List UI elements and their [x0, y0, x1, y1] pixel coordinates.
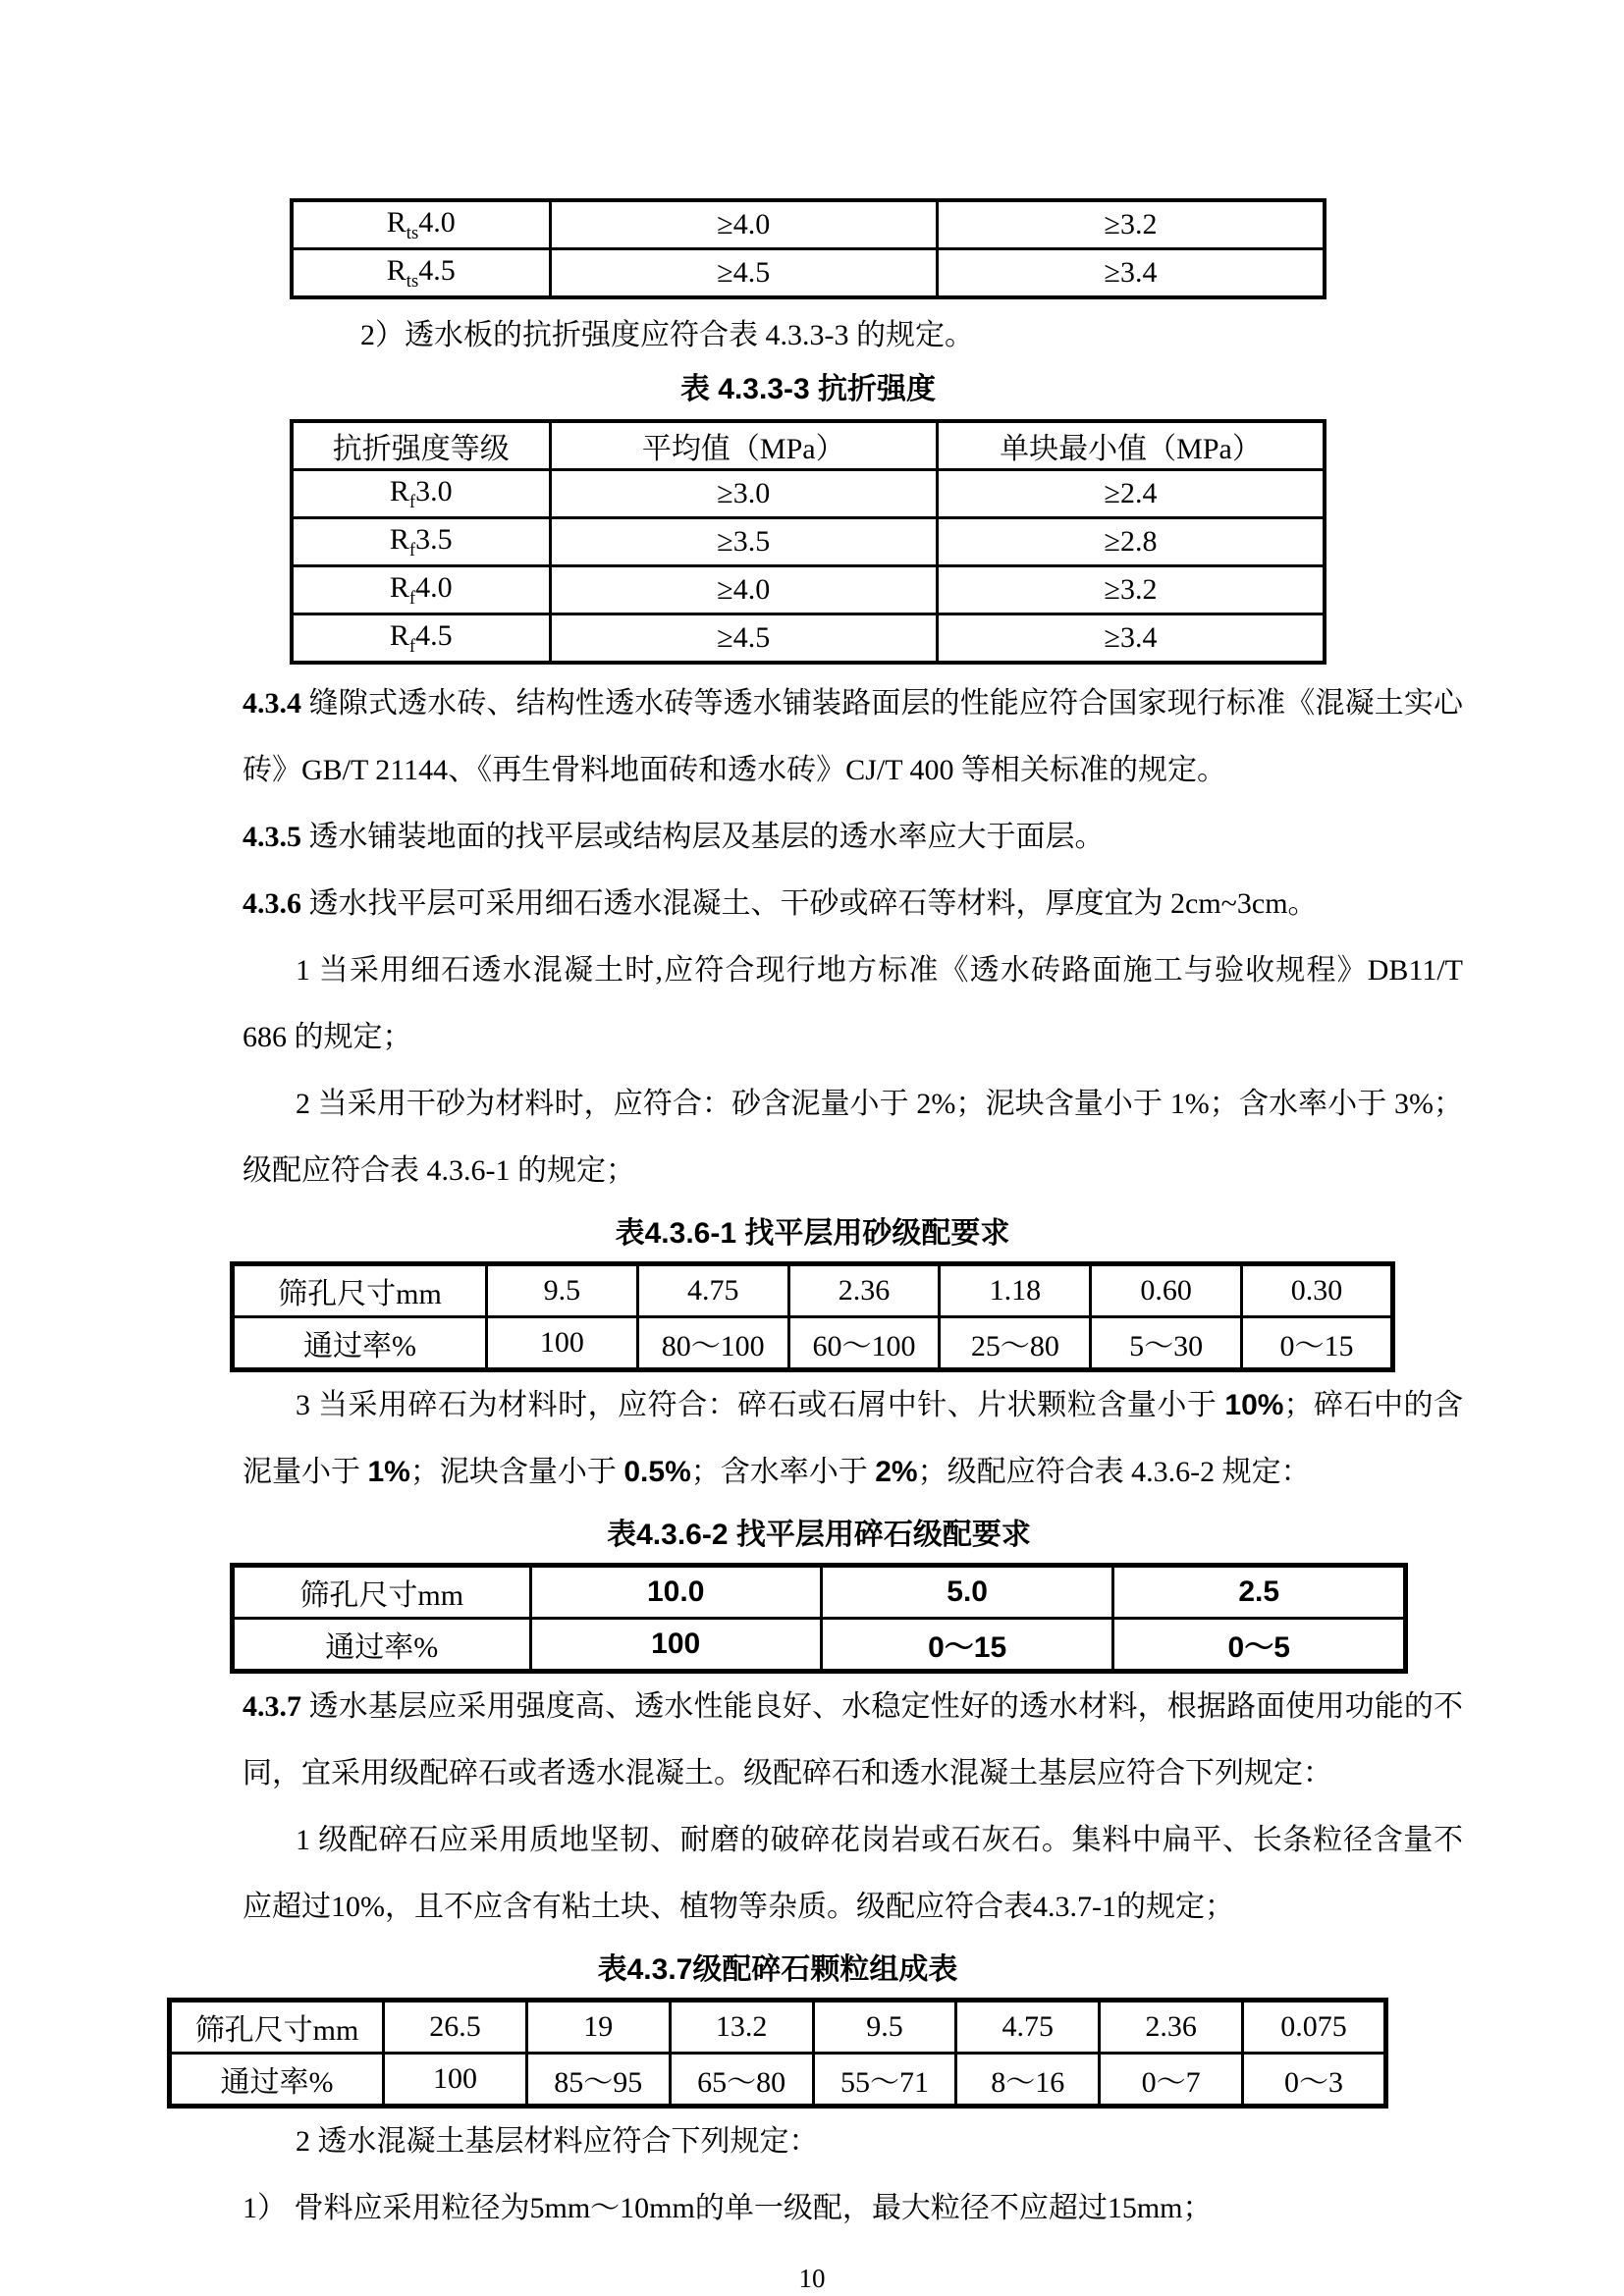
table-cell: 8～16 — [956, 2054, 1100, 2107]
table-cell: 25～80 — [940, 1317, 1091, 1370]
table-cell: ≥4.5 — [550, 249, 938, 298]
table-cell: 9.5 — [486, 1264, 637, 1317]
graded-crushed-stone-table — [167, 1998, 1388, 2109]
continuation-table — [290, 198, 1326, 299]
row-label-cell: 筛孔尺寸mm — [170, 2001, 384, 2054]
clause-text: 透水找平层可采用细石透水混凝土、干砂或碎石等材料，厚度宜为 2cm~3cm。 — [308, 887, 1318, 920]
clause-number: 4.3.5 — [243, 821, 301, 853]
row-label-cell: 通过率% — [233, 1619, 531, 1672]
table-cell: 9.5 — [813, 2001, 956, 2054]
list-item: 2 当采用干砂为材料时，应符合：砂含泥量小于 2%；泥块含量小于 1%；含水率小于 3%；级配应符合表 4.3.6-1 的规定； — [243, 1088, 1463, 1187]
table-cell: 0～7 — [1100, 2054, 1243, 2107]
table-cell: 65～80 — [670, 2054, 813, 2107]
sand-grading-table-wrap — [230, 1214, 1395, 1372]
table-cell: 100 — [486, 1317, 637, 1370]
table-cell: 4.75 — [637, 1264, 788, 1317]
table-cell: 60～100 — [788, 1317, 940, 1370]
table-cell: $R_f3.0$ — [292, 470, 550, 518]
clause-paragraph — [243, 670, 1463, 804]
gravel-grading-table-wrap — [230, 1516, 1408, 1674]
clause-number: 4.3.4 — [243, 687, 301, 720]
table-cell: 0～15 — [821, 1619, 1113, 1672]
table-cell: 85～95 — [526, 2054, 670, 2107]
clause-text: 透水铺装地面的找平层或结构层及基层的透水率应大于面层。 — [308, 821, 1105, 853]
graded-crushed-stone-table-wrap — [167, 1950, 1388, 2109]
table-cell: ≥3.4 — [938, 249, 1326, 298]
row-label-cell: 筛孔尺寸mm — [233, 1264, 487, 1317]
item-text: 3 当采用碎石为材料时，应符合：碎石或石屑中针、片状颗粒含量小于 — [296, 1389, 1225, 1421]
item-text: ；含水率小于 — [690, 1456, 876, 1488]
table-row — [170, 2054, 1386, 2107]
list-item: 1 当采用细石透水混凝土时,应符合现行地方标准《透水砖路面施工与验收规程》DB11/T 686 的规定； — [243, 954, 1463, 1053]
row-label-cell: 通过率% — [233, 1317, 487, 1370]
table-cell: 0.075 — [1243, 2001, 1386, 2054]
table-cell: ≥2.4 — [938, 470, 1326, 518]
table-caption: 表4.3.6-1 找平层用砂级配要求 — [615, 1217, 1010, 1250]
clause-number: 4.3.6 — [243, 887, 301, 920]
table-cell: 55～71 — [813, 2054, 956, 2107]
gravel-grading-table — [230, 1563, 1408, 1674]
table-row — [233, 1619, 1406, 1672]
table-cell: 19 — [526, 2001, 670, 2054]
table-row — [292, 470, 1325, 518]
table-cell: ≥3.4 — [938, 614, 1326, 664]
table-cell: 0～5 — [1113, 1619, 1406, 1672]
bold-value: 1% — [367, 1456, 410, 1488]
item-text: ；级配应符合表 4.3.6-2 规定： — [917, 1456, 1311, 1488]
table-cell: 2.36 — [788, 1264, 940, 1317]
table-cell: 2.36 — [1100, 2001, 1243, 2054]
table-cell: 0～15 — [1242, 1317, 1393, 1370]
table-cell: $R_f3.5$ — [292, 518, 550, 566]
list-item — [243, 1372, 1463, 1506]
table-cell: ≥3.2 — [938, 200, 1326, 249]
bold-value: 2% — [875, 1456, 918, 1488]
table-caption: 表 4.3.3-3 抗折强度 — [679, 373, 937, 405]
table-row — [292, 614, 1325, 664]
table-cell: ≥4.0 — [550, 566, 938, 614]
list-item: 1 级配碎石应采用质地坚韧、耐磨的破碎花岗岩或石灰石。集料中扁平、长条粒径含量不应超过10%，且不应含有粘土块、植物等杂质。级配应符合表4.3.7-1的规定； — [243, 1824, 1463, 1923]
table-header-cell: 单块最小值（MPa） — [938, 421, 1326, 470]
table-row — [292, 518, 1325, 566]
table-header-cell: 抗折强度等级 — [292, 421, 550, 470]
table-cell: $R_{ts}4.5$ — [292, 249, 550, 298]
flexural-strength-table-wrap — [290, 370, 1326, 665]
note-paragraph: 2）透水板的抗折强度应符合表 4.3.3-3 的规定。 — [360, 319, 974, 351]
sand-grading-table — [230, 1261, 1395, 1372]
clause-paragraph — [243, 804, 1463, 871]
table-header-row — [292, 421, 1325, 470]
table-cell: 0.30 — [1242, 1264, 1393, 1317]
table-cell: 0.60 — [1091, 1264, 1242, 1317]
table-cell: 2.5 — [1113, 1566, 1406, 1619]
table-cell: ≥4.5 — [550, 614, 938, 664]
clause-number: 4.3.7 — [243, 1690, 301, 1723]
table-cell: 100 — [384, 2054, 527, 2107]
table-cell: 10.0 — [530, 1566, 821, 1619]
table-row — [233, 1264, 1393, 1317]
item-text: ；碎石中的含泥量小于 — [243, 1389, 1463, 1488]
table-cell: ≥3.5 — [550, 518, 938, 566]
table-row — [292, 200, 1325, 249]
clause-paragraph — [243, 1674, 1463, 1807]
table-cell: ≥3.2 — [938, 566, 1326, 614]
table-cell: 26.5 — [384, 2001, 527, 2054]
flexural-strength-table — [290, 419, 1326, 665]
table-cell: 5.0 — [821, 1566, 1113, 1619]
table-cell: $R_f4.0$ — [292, 566, 550, 614]
table-header-cell: 平均值（MPa） — [550, 421, 938, 470]
table-cell: 4.75 — [956, 2001, 1100, 2054]
table-cell: 5～30 — [1091, 1317, 1242, 1370]
table-cell: ≥3.0 — [550, 470, 938, 518]
clause-paragraph — [243, 871, 1463, 937]
table-row — [292, 566, 1325, 614]
table-cell: $R_f4.5$ — [292, 614, 550, 664]
table-cell: $R_{ts}4.0$ — [292, 200, 550, 249]
list-item: 2 透水混凝土基层材料应符合下列规定： — [296, 2125, 819, 2158]
table-row — [233, 1317, 1393, 1370]
table-cell: 13.2 — [670, 2001, 813, 2054]
table-cell: ≥2.8 — [938, 518, 1326, 566]
clause-text: 缝隙式透水砖、结构性透水砖等透水铺装路面层的性能应符合国家现行标准《混凝土实心砖》GB/T 21144、《再生骨料地面砖和透水砖》CJ/T 400 等相关标准的规定。 — [243, 687, 1464, 786]
continuation-table-wrap — [290, 198, 1326, 299]
table-cell: 1.18 — [940, 1264, 1091, 1317]
row-label-cell: 筛孔尺寸mm — [233, 1566, 531, 1619]
table-caption: 表4.3.6-2 找平层用碎石级配要求 — [607, 1519, 1031, 1551]
table-cell: ≥4.0 — [550, 200, 938, 249]
table-row — [233, 1566, 1406, 1619]
table-row — [292, 249, 1325, 298]
row-label-cell: 通过率% — [170, 2054, 384, 2107]
page-number: 10 — [798, 2264, 826, 2293]
item-text: ；泥块含量小于 — [409, 1456, 624, 1488]
bold-value: 10% — [1224, 1389, 1284, 1421]
table-cell: 80～100 — [637, 1317, 788, 1370]
table-cell: 0～3 — [1243, 2054, 1386, 2107]
table-row — [170, 2001, 1386, 2054]
bold-value: 0.5% — [623, 1456, 691, 1488]
clause-text: 透水基层应采用强度高、透水性能良好、水稳定性好的透水材料，根据路面使用功能的不同，宜采用级配碎石或者透水混凝土。级配碎石和透水混凝土基层应符合下列规定： — [243, 1690, 1464, 1789]
list-item: 1） 骨料应采用粒径为5mm～10mm的单一级配，最大粒径不应超过15mm； — [243, 2192, 1213, 2224]
table-caption: 表4.3.7级配碎石颗粒组成表 — [597, 1953, 958, 1986]
table-cell: 100 — [530, 1619, 821, 1672]
